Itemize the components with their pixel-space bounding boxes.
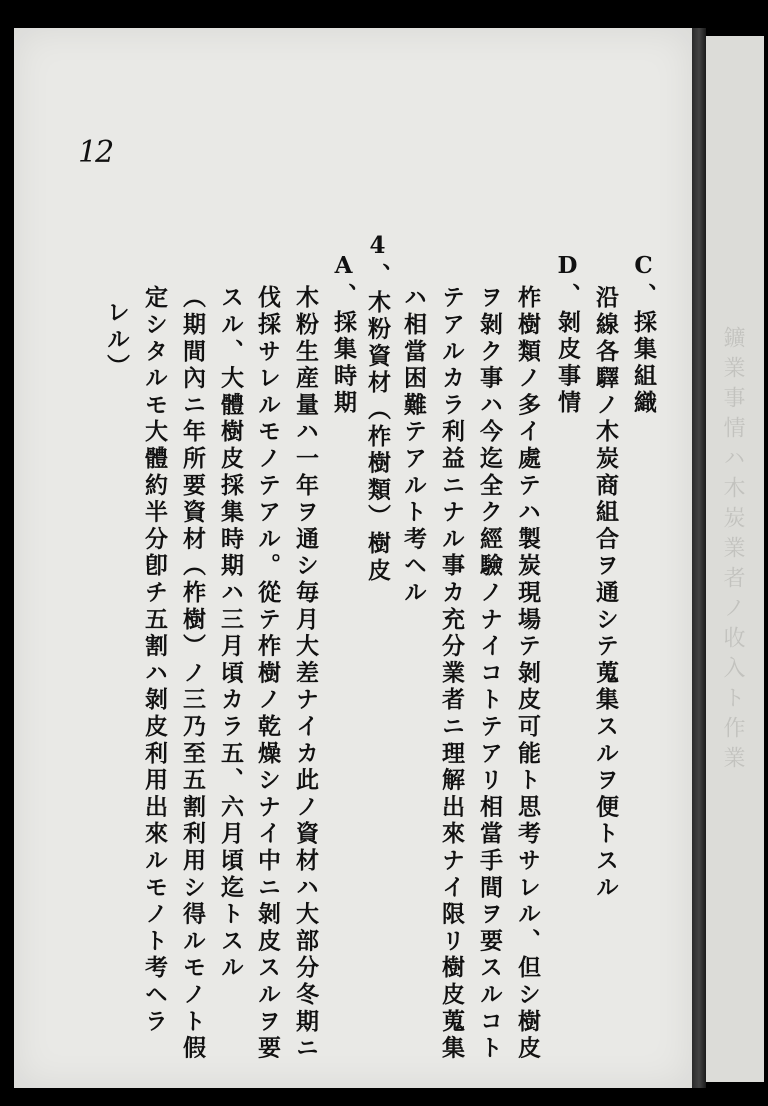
- text-column: 木粉生産量ハ一年ヲ通シ毎月大差ナイカ此ノ資材ハ大部分冬期ニ: [292, 285, 319, 1063]
- adjacent-page-edge: [706, 36, 764, 1082]
- text-column: テアルカラ利益ニナル事カ充分業者ニ理解出來ナイ限リ樹皮蒐集: [438, 285, 465, 1063]
- text-column: 定シタルモ大體約半分卽チ五割ハ剝皮利用出來ルモノト考ヘラ: [141, 285, 168, 1036]
- text-column: スル、大體樹皮採集時期ハ三月頃カラ五、六月頃迄トスル: [217, 285, 244, 982]
- text-column: 沿線各驛ノ木炭商組合ヲ通シテ蒐集スルヲ便トスル: [592, 285, 619, 902]
- section-heading-4: 4、木粉資材（柞樹類）樹皮: [364, 232, 391, 585]
- text-column: ハ相當困難テアルト考ヘル: [400, 285, 427, 607]
- page-number: 12: [78, 135, 113, 170]
- adjacent-page-bleed-text: 鑛業事情ハ木炭業者ノ收入ト作業: [720, 326, 745, 776]
- section-heading-a: A、採集時期: [330, 252, 357, 417]
- text-column: 柞樹類ノ多イ處テハ製炭現場テ剝皮可能ト思考サレル、但シ樹皮: [514, 285, 541, 1063]
- book-gutter: [692, 28, 706, 1088]
- section-heading-c: C、採集組織: [630, 252, 657, 417]
- text-column: （期間內ニ年所要資材（柞樹）ノ三乃至五割利用シ得ルモノト假: [179, 285, 206, 1063]
- text-column: レル）: [103, 300, 130, 381]
- text-column: ヲ剝ク事ハ今迄全ク經驗ノナイコトテアリ相當手間ヲ要スルコト: [476, 285, 503, 1063]
- section-heading-d: D、剝皮事情: [554, 252, 581, 417]
- text-column: 伐採サレルモノテアル。從テ柞樹ノ乾燥シナイ中ニ剝皮スルヲ要: [254, 285, 281, 1063]
